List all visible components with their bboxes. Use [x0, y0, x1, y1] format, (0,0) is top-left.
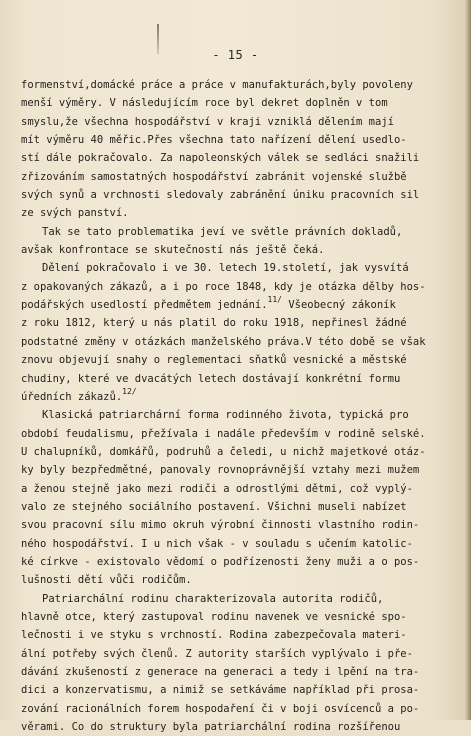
text-line: avšak konfrontace se skutečností nás ještě čeká.: [21, 244, 325, 257]
text-line: lušnosti dětí vůči rodičům.: [21, 574, 192, 587]
text-line: ze svých panství.: [21, 207, 129, 220]
page-edge-shadow: [465, 0, 471, 720]
text-line: svou pracovní sílu mimo okruh výrobní činnosti vlastního rodin-: [21, 519, 420, 532]
text-line: ální potřeby svých členů. Z autority starších vyplývalo i pře-: [21, 647, 413, 660]
text-line: z opakovaných zákazů, a i po roce 1848, kdy je otázka dělby hos-: [21, 280, 426, 293]
text-line: ného hospodářství. I u nich však - v souladu s učením katolic-: [21, 537, 413, 550]
text-line: lečnosti i ve styku s vrchností. Rodina zabezpečovala materi-: [21, 629, 407, 642]
text-line: a ženou stejně jako mezi rodiči a odrostlými dětmi, což vyplý-: [21, 482, 413, 495]
text-line: svých synů a vrchnosti sledovaly zabránění úniku pracovních sil: [21, 189, 420, 202]
text-line: ky byly bezpředmětné, panovaly rovnoprávnější vztahy mezi mužem: [21, 464, 420, 477]
text-line: Tak se tato problematika jeví ve světle právních dokladů,: [42, 225, 403, 238]
text-line: z roku 1812, který u nás platil do roku 1918, nepřinesl žádné: [21, 317, 407, 330]
text-line: ké církve - existovalo vědomí o podřízenosti ženy muži a o pos-: [21, 555, 420, 568]
text-line: dávání zkušeností z generace na generaci a tedy i lpění na tra-: [21, 666, 420, 678]
body-text: [21, 76, 426, 736]
text-line: stí dále pokračovalo. Za napoleonských válek se sedláci snažili: [21, 152, 420, 165]
text-line: zřizováním samostatných hospodářství zabránit vojenské službě: [21, 170, 407, 183]
text-line: Klasická patriarchární forma rodinného života, typická pro: [42, 409, 409, 422]
text-line: dici a konzervatismu, a nimiž se setkáváme například při prosa-: [21, 684, 420, 697]
text-line: valo ze stejného sociálního postavení. Všichni museli nabízet: [21, 500, 407, 513]
text-line: zování racionálních forem hospodaření či v boji osvícenců a po-: [21, 702, 420, 715]
page-number: - 15 -: [212, 48, 259, 62]
text-line: Dělení pokračovalo i ve 30. letech 19.století, jak vysvítá: [42, 262, 409, 275]
footnote-reference: 11/: [267, 295, 282, 305]
text-line: smyslu,že všechna hospodářství v kraji vzniklá dělením mají: [21, 115, 394, 128]
text-line: podstatné změny v otázkách manželského práva.V této době se však: [21, 335, 426, 348]
text-line: úředních zákazů.$^{12/}$: [21, 386, 137, 403]
text-line: Patriarchální rodinu charakterizovala autorita rodičů,: [42, 592, 384, 605]
text-line: období feudalismu, přežívala i nadále především v rodině selské.: [21, 427, 426, 440]
text-line: znovu objevují snahy o reglementaci sňatků vesnické a městské: [21, 354, 407, 367]
text-line: U chalupníků, domkářů, podruhů a čeledi, u nichž majetkové otáz-: [21, 445, 426, 458]
text-line: hlavně otce, který zastupoval rodinu navenek ve vesnické spo-: [21, 610, 407, 623]
text-line: věrami. Co do struktury byla patriarchální rodina rozšířenou: [21, 721, 401, 734]
text-line: formenství,domácké práce a práce v manufakturách,byly povoleny: [21, 79, 413, 91]
text-line: mít výměru 40 měřic.Přes všechna tato nařízení dělení usedlo-: [21, 134, 407, 147]
text-line: podářských usedlostí předmětem jednání.$^{11/}$ Všeobecný zákoník: [21, 295, 396, 312]
text-line: chudiny, které ve dvacátých letech dostávají konkrétní formu: [21, 372, 401, 385]
text-line: menší výměry. V následujícím roce byl dekret doplněn v tom: [21, 97, 388, 110]
footnote-reference: 12/: [122, 386, 137, 396]
